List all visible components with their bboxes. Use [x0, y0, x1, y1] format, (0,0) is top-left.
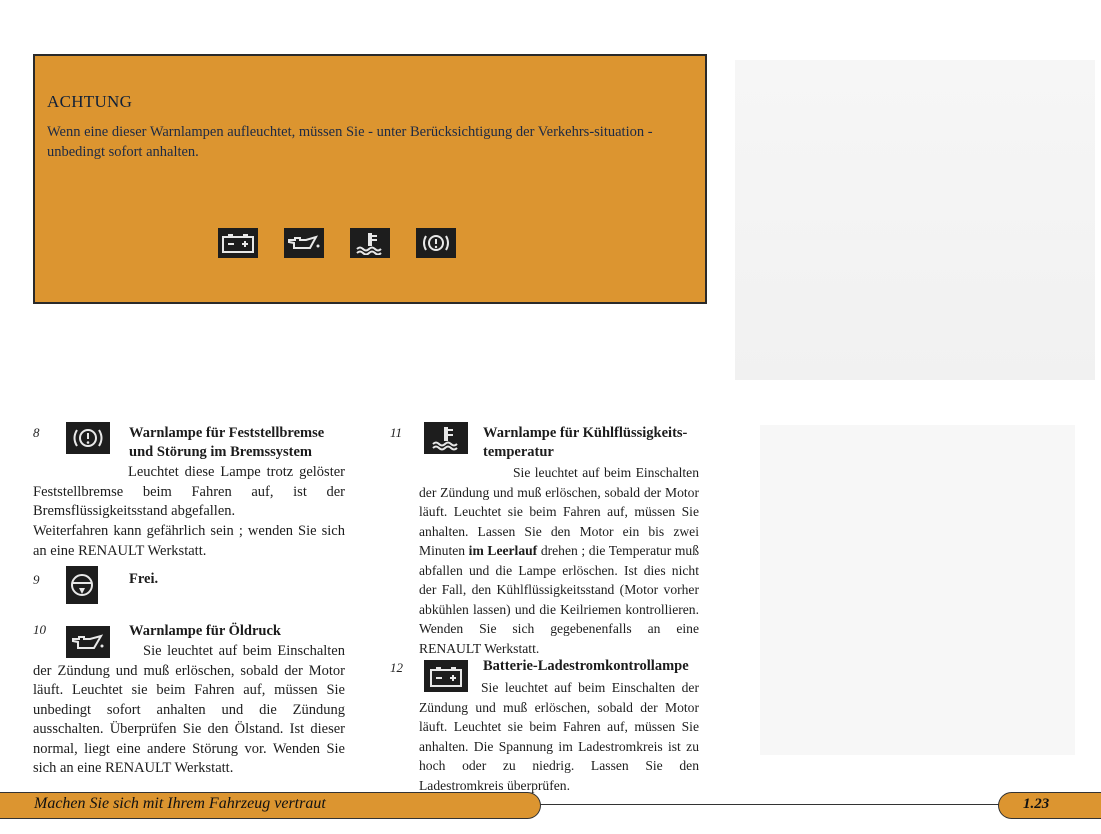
warning-icon-row: [218, 228, 456, 258]
entry-text-8b: Weiterfahren kann gefährlich sein ; wenden Sie sich an eine RENAULT Werkstatt.: [33, 523, 345, 559]
footer-section-tab: [0, 792, 541, 819]
page-number: 1.23: [1023, 796, 1050, 812]
faded-facing-page-top: [735, 60, 1095, 380]
footer-rule: [540, 804, 1000, 805]
steering-wheel-icon: [66, 566, 98, 604]
faded-facing-page-bottom: [760, 425, 1075, 755]
entry-number-10: 10: [33, 622, 46, 637]
footer-page-tab: [998, 792, 1101, 819]
entry-text-11-bold: im Leerlauf: [468, 543, 538, 558]
entry-number-11: 11: [390, 425, 403, 440]
entry-text-11: [419, 463, 699, 658]
brake-warning-icon: [66, 422, 110, 454]
entry-text-11b: drehen ; die Temperatur muß abfallen und die Lampe erlöschen. Ist dies nicht der Fall, den Kühlflüssigkeitsstand (Motor vorher abkühlen lassen) und die Keilriemen kontrollieren. Wenden Sie sich gegebenenfalls an eine RENAULT Werkstatt.: [419, 543, 699, 656]
entry-number-12: 12: [390, 660, 403, 675]
entry-number-8: 8: [33, 425, 40, 440]
entry-text-10: Sie leuchtet auf beim Einschalten der Zündung und muß erlöschen, sobald der Motor läuft. Leuchtet sie beim Fahren auf, müssen Sie unbedingt sofort anhalten und die Zündung ausschalten. Überprüfen Sie den Ölstand. Ist dieser normal, liegt eine andere Störung vor. Wenden Sie sich an eine RENAULT Werkstatt.: [33, 643, 345, 776]
entry-title-8: Warnlampe für Feststellbremse und Störung im Bremssystem: [129, 425, 325, 460]
brake-warning-icon: [416, 228, 456, 258]
entry-number-9: 9: [33, 572, 40, 587]
coolant-temperature-icon: [424, 422, 468, 454]
entry-title-12: Batterie-Ladestromkontrollampe: [483, 658, 689, 674]
entry-text-8: Leuchtet diese Lampe trotz gelöster Feststellbremse beim Fahren auf, ist der Bremsflüssigkeitsstand abgefallen.: [33, 464, 345, 519]
warning-box: [33, 54, 707, 304]
entry-text-11a: Sie leuchtet auf beim Einschalten der Zündung und muß erlöschen, sobald der Motor läuft. Leuchtet sie beim Fahren auf, müssen Sie anhalten. Lassen Sie den Motor ein bis zwei Minuten: [419, 465, 699, 558]
coolant-temperature-icon: [350, 228, 390, 258]
battery-icon: [218, 228, 258, 258]
entry-title-9: Frei.: [129, 571, 159, 587]
warning-text: Wenn eine dieser Warnlampen aufleuchtet, müssen Sie - unter Berücksichtigung der Verkehrs-situation - unbedingt sofort anhalten.: [47, 124, 653, 160]
footer-section-title: Machen Sie sich mit Ihrem Fahrzeug vertraut: [34, 795, 326, 812]
entry-text-12: Sie leuchtet auf beim Einschalten der Zündung und muß erlöschen, sobald der Motor läuft. Leuchtet sie beim Fahren auf, müssen Sie anhalten. Die Spannung im Ladestromkreis ist zu hoch oder zu niedrig. Lassen Sie den Ladestromkreis überprüfen.: [419, 680, 699, 793]
oil-can-icon: [284, 228, 324, 258]
entry-title-10: Warnlampe für Öldruck: [129, 623, 281, 639]
warning-title: ACHTUNG: [47, 92, 133, 111]
entry-title-11: Warnlampe für Kühlflüssigkeits-temperatur: [483, 425, 688, 460]
